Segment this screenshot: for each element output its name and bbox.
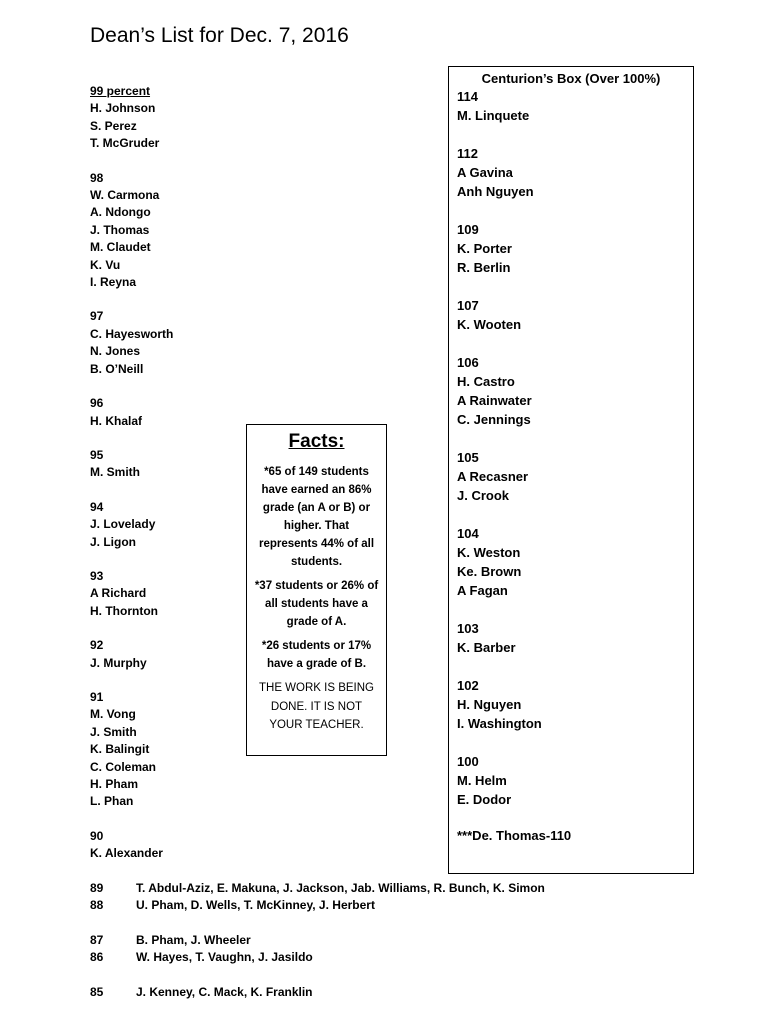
centurion-group bbox=[457, 87, 685, 125]
score-group bbox=[90, 308, 173, 378]
score-heading: 100 bbox=[457, 754, 479, 769]
score-heading: 97 bbox=[90, 309, 104, 324]
score-heading: 91 bbox=[90, 689, 104, 704]
centurion-group bbox=[457, 619, 685, 657]
student-name: H. Johnson bbox=[90, 101, 156, 116]
student-name: R. Berlin bbox=[457, 260, 511, 275]
facts-box bbox=[246, 424, 387, 756]
student-name: L. Phan bbox=[90, 794, 134, 809]
student-name: I. Reyna bbox=[90, 275, 137, 290]
score-group bbox=[90, 568, 173, 620]
score-group bbox=[90, 395, 173, 430]
score-row bbox=[90, 984, 545, 1001]
student-name: W. Carmona bbox=[90, 188, 160, 203]
student-name: A Rainwater bbox=[457, 393, 532, 408]
student-name: M. Linquete bbox=[457, 108, 530, 123]
student-name: S. Perez bbox=[90, 118, 137, 133]
score-value: 87 bbox=[90, 932, 104, 947]
score-heading: 107 bbox=[457, 298, 479, 313]
centurion-group bbox=[457, 296, 685, 334]
score-heading: 104 bbox=[457, 526, 479, 541]
student-name: M. Smith bbox=[90, 465, 140, 480]
student-names: U. Pham, D. Wells, T. McKinney, J. Herbert bbox=[136, 898, 375, 913]
facts-point: *65 of 149 students have earned an 86% grade (an A or B) or higher. That represents 44% of all students. bbox=[258, 466, 375, 568]
score-heading: 90 bbox=[90, 828, 104, 843]
student-name: A Recasner bbox=[457, 469, 529, 484]
student-name: K. Balingit bbox=[90, 742, 150, 757]
score-group bbox=[90, 447, 173, 482]
student-name: J. Smith bbox=[90, 724, 137, 739]
score-value: 88 bbox=[90, 898, 104, 913]
score-value: 86 bbox=[90, 950, 104, 965]
centurion-box bbox=[448, 66, 694, 874]
student-name: A Gavina bbox=[457, 165, 513, 180]
facts-note: THE WORK IS BEING DONE. IT IS NOT YOUR TEACHER. bbox=[258, 682, 374, 731]
bottom-score-list bbox=[90, 880, 545, 1001]
score-heading: 112 bbox=[457, 146, 478, 161]
student-name: K. Wooten bbox=[457, 317, 522, 332]
student-name: C. Coleman bbox=[90, 759, 157, 774]
centurion-group bbox=[457, 353, 685, 429]
centurion-footnote: ***De. Thomas-110 bbox=[457, 828, 572, 843]
student-names: T. Abdul-Aziz, E. Makuna, J. Jackson, Jab. Williams, R. Bunch, K. Simon bbox=[136, 881, 545, 895]
student-names: B. Pham, J. Wheeler bbox=[136, 932, 251, 947]
student-name: M. Claudet bbox=[90, 240, 151, 255]
student-name: K. Weston bbox=[457, 545, 521, 560]
spacer bbox=[90, 915, 545, 932]
score-heading: 99 percent bbox=[90, 84, 151, 98]
student-name: H. Nguyen bbox=[457, 697, 522, 712]
score-heading: 94 bbox=[90, 499, 104, 514]
centurion-group bbox=[457, 524, 685, 600]
student-name: M. Vong bbox=[90, 707, 136, 722]
student-name: M. Helm bbox=[457, 773, 507, 788]
student-name: J. Murphy bbox=[90, 655, 147, 670]
student-name: Anh Nguyen bbox=[457, 184, 534, 199]
score-row bbox=[90, 897, 545, 914]
score-heading: 106 bbox=[457, 355, 479, 370]
facts-point: *37 students or 26% of all students have a grade of A. bbox=[254, 580, 379, 628]
student-name: A. Ndongo bbox=[90, 205, 151, 220]
student-name: A Richard bbox=[90, 586, 147, 601]
student-name: J. Thomas bbox=[90, 222, 150, 237]
student-name: J. Lovelady bbox=[90, 517, 156, 532]
score-heading: 95 bbox=[90, 447, 104, 462]
student-name: N. Jones bbox=[90, 344, 141, 359]
score-group bbox=[90, 170, 173, 292]
student-name: H. Thornton bbox=[90, 603, 158, 618]
student-name: C. Hayesworth bbox=[90, 326, 174, 341]
left-score-list bbox=[90, 83, 173, 880]
centurion-group bbox=[457, 220, 685, 277]
student-name: H. Khalaf bbox=[90, 413, 143, 428]
score-heading: 92 bbox=[90, 638, 104, 653]
score-heading: 93 bbox=[90, 568, 104, 583]
student-name: A Fagan bbox=[457, 583, 508, 598]
spacer bbox=[90, 967, 545, 984]
score-heading: 102 bbox=[457, 678, 479, 693]
student-name: E. Dodor bbox=[457, 792, 512, 807]
score-group bbox=[90, 828, 173, 863]
student-names: W. Hayes, T. Vaughn, J. Jasildo bbox=[136, 950, 313, 965]
student-name: K. Alexander bbox=[90, 846, 163, 861]
student-name: Ke. Brown bbox=[457, 564, 522, 579]
student-name: H. Castro bbox=[457, 374, 515, 389]
score-heading: 103 bbox=[457, 621, 479, 636]
student-name: J. Crook bbox=[457, 488, 510, 503]
student-name: T. McGruder bbox=[90, 136, 160, 151]
student-name: C. Jennings bbox=[457, 412, 531, 427]
score-group bbox=[90, 83, 173, 153]
score-row bbox=[90, 932, 545, 949]
score-value: 85 bbox=[90, 984, 104, 999]
centurion-group bbox=[457, 144, 685, 201]
centurion-title: Centurion’s Box (Over 100%) bbox=[481, 71, 661, 86]
centurion-group bbox=[457, 448, 685, 505]
student-names: J. Kenney, C. Mack, K. Franklin bbox=[136, 984, 313, 999]
student-name: K. Vu bbox=[90, 257, 121, 272]
student-name: H. Pham bbox=[90, 777, 139, 791]
student-name: J. Ligon bbox=[90, 534, 136, 549]
facts-point: *26 students or 17% have a grade of B. bbox=[261, 640, 372, 670]
student-name: K. Barber bbox=[457, 640, 516, 655]
score-heading: 114 bbox=[457, 89, 478, 104]
centurion-list bbox=[457, 87, 685, 809]
score-heading: 98 bbox=[90, 170, 104, 185]
centurion-group bbox=[457, 676, 685, 733]
score-heading: 105 bbox=[457, 450, 479, 465]
score-value: 89 bbox=[90, 881, 104, 895]
score-row bbox=[90, 949, 545, 966]
facts-title: Facts: bbox=[288, 431, 345, 452]
score-group bbox=[90, 637, 173, 672]
score-heading: 96 bbox=[90, 396, 104, 411]
page-title: Dean’s List for Dec. 7, 2016 bbox=[90, 24, 349, 47]
student-name: K. Porter bbox=[457, 241, 512, 256]
score-group bbox=[90, 689, 173, 811]
student-name: I. Washington bbox=[457, 716, 542, 731]
score-row bbox=[90, 880, 545, 897]
centurion-group bbox=[457, 752, 685, 809]
student-name: B. O’Neill bbox=[90, 361, 144, 376]
score-group bbox=[90, 499, 173, 551]
score-heading: 109 bbox=[457, 222, 479, 237]
